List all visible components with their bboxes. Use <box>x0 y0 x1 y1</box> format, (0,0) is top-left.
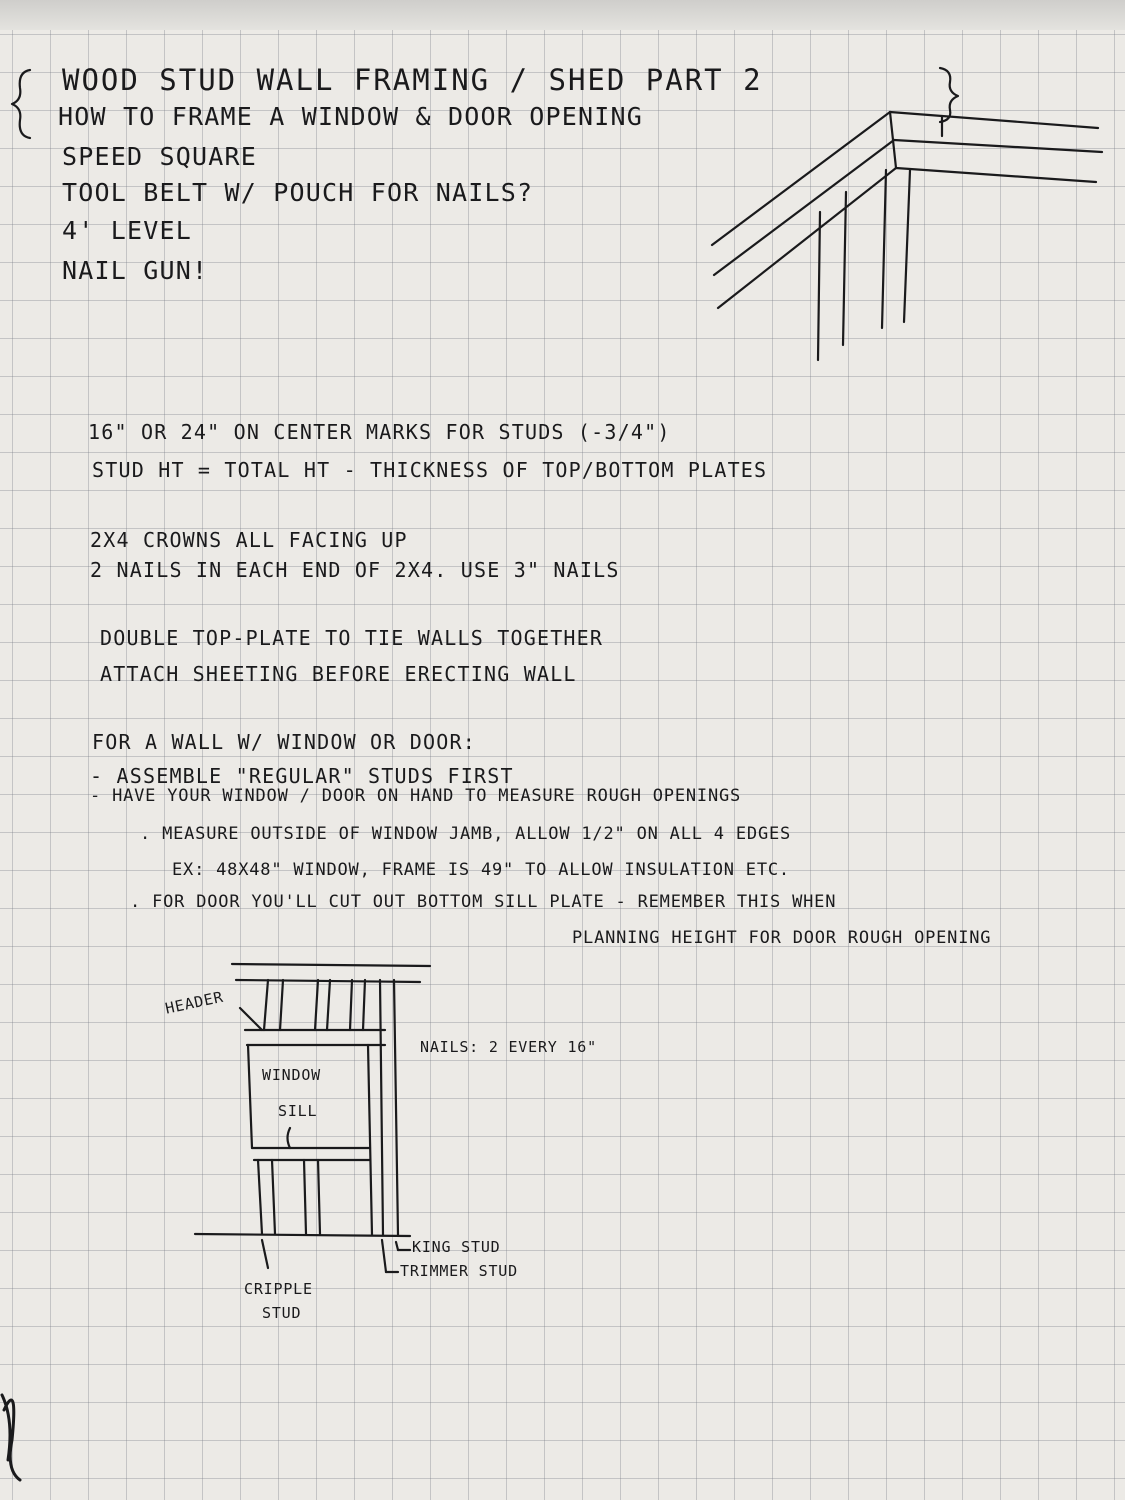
note-line: STUD HT = TOTAL HT - THICKNESS OF TOP/BOTTOM PLATES <box>92 458 768 482</box>
header-label: HEADER <box>163 987 226 1018</box>
cripple-stud-label: CRIPPLE <box>244 1280 313 1298</box>
note-bullet: - ASSEMBLE "REGULAR" STUDS FIRST <box>90 764 514 788</box>
note-continuation: PLANNING HEIGHT FOR DOOR ROUGH OPENING <box>572 928 992 948</box>
left-brace-icon <box>12 70 30 138</box>
notes-title: WOOD STUD WALL FRAMING / SHED PART 2 <box>62 63 763 97</box>
note-line: 2X4 CROWNS ALL FACING UP <box>90 528 408 552</box>
tool-item: NAIL GUN! <box>62 256 209 285</box>
note-subbullet: . FOR DOOR YOU'LL CUT OUT BOTTOM SILL PLATE - REMEMBER THIS WHEN <box>130 892 837 912</box>
tool-item: SPEED SQUARE <box>62 142 258 171</box>
nails-label: NAILS: 2 EVERY 16" <box>420 1038 597 1056</box>
tool-item: TOOL BELT W/ POUCH FOR NAILS? <box>62 178 534 207</box>
note-line: ATTACH SHEETING BEFORE ERECTING WALL <box>100 662 577 686</box>
wall-corner-sketch <box>712 112 1102 360</box>
pen-scribble <box>2 1395 20 1480</box>
note-line: DOUBLE TOP-PLATE TO TIE WALLS TOGETHER <box>100 626 604 650</box>
cripple-stud-label: STUD <box>262 1304 302 1322</box>
king-stud-label: KING STUD <box>412 1238 501 1256</box>
sill-label: SILL <box>278 1102 318 1120</box>
window-door-heading: FOR A WALL W/ WINDOW OR DOOR: <box>92 730 476 754</box>
notes-subtitle: HOW TO FRAME A WINDOW & DOOR OPENING <box>58 102 644 131</box>
window-label: WINDOW <box>262 1066 321 1084</box>
right-brace-icon <box>940 68 958 122</box>
note-bullet: - HAVE YOUR WINDOW / DOOR ON HAND TO MEASURE ROUGH OPENINGS <box>90 786 742 806</box>
note-line: 2 NAILS IN EACH END OF 2X4. USE 3" NAILS <box>90 558 620 582</box>
note-subbullet: . MEASURE OUTSIDE OF WINDOW JAMB, ALLOW 1/2" ON ALL 4 EDGES <box>140 824 792 844</box>
tool-item: 4' LEVEL <box>62 216 193 245</box>
note-example: EX: 48X48" WINDOW, FRAME IS 49" TO ALLOW INSULATION ETC. <box>172 860 790 880</box>
trimmer-stud-label: TRIMMER STUD <box>400 1262 518 1280</box>
note-line: 16" OR 24" ON CENTER MARKS FOR STUDS (-3/4") <box>88 420 671 444</box>
